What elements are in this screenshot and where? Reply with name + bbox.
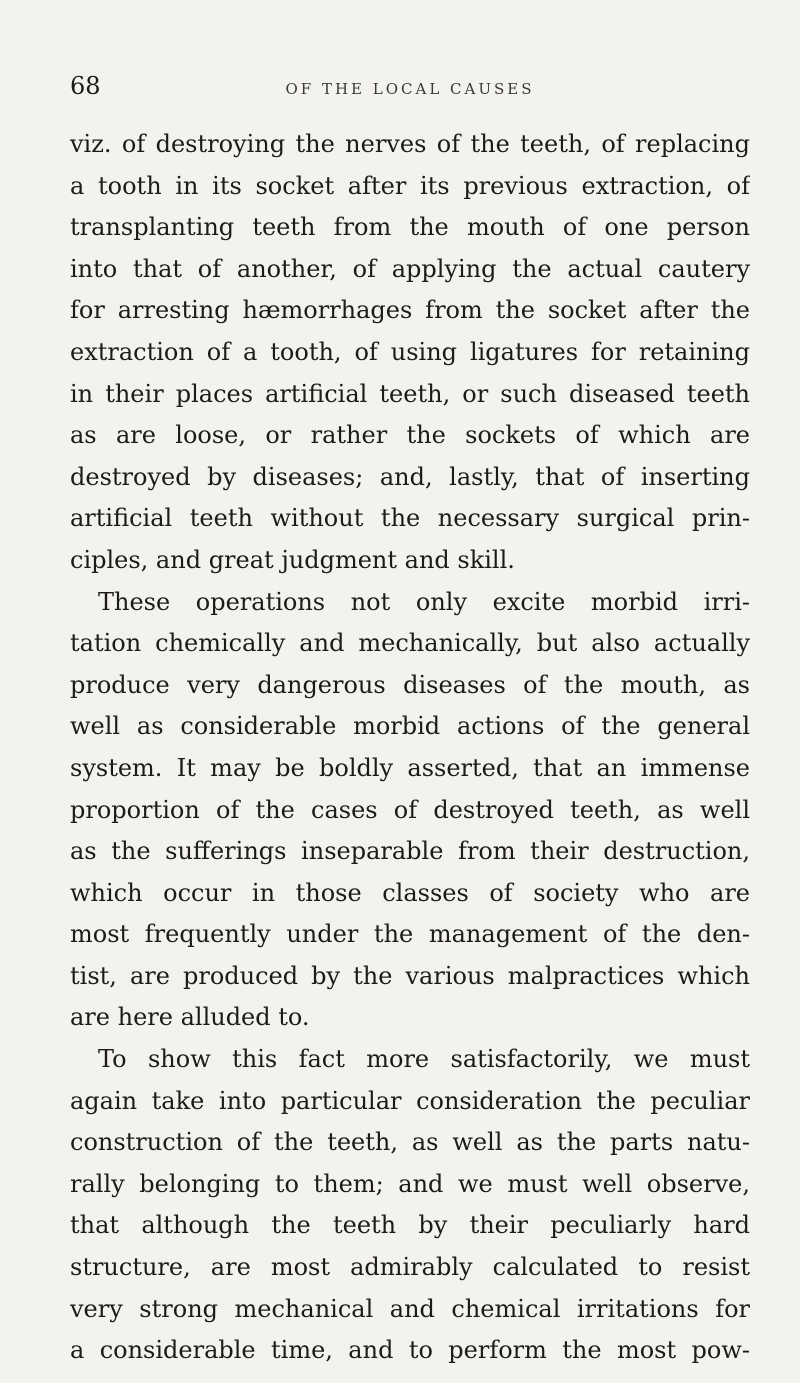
text-line: into that of another, of applying the actual cautery [70,254,750,283]
text-line: To show this fact more satisfactorily, we must [98,1045,750,1074]
text-line: again take into particular consideration the peculiar [70,1086,750,1115]
body-text [70,124,750,1372]
text-line: for arresting hæmorrhages from the socket after the [70,296,750,325]
text-line: artificial teeth without the necessary surgical prin- [70,504,750,533]
text-line: ciples, and great judgment and skill. [70,545,515,574]
text-line: very strong mechanical and chemical irritations for [70,1294,750,1323]
text-line: as are loose, or rather the sockets of which are [70,421,750,450]
text-line: rally belonging to them; and we must well observe, [70,1169,750,1198]
text-line: are here alluded to. [70,1003,310,1032]
running-head [70,70,750,110]
text-line: a tooth in its socket after its previous extraction, of [70,171,750,200]
text-line: viz. of destroying the nerves of the teeth, of replacing [70,130,750,158]
text-line: extraction of a tooth, of using ligatures for retaining [70,337,750,366]
text-line: These operations not only excite morbid irri- [98,587,750,616]
text-line: which occur in those classes of society who are [70,878,750,907]
text-line: tation chemically and mechanically, but also actually [70,629,750,658]
text-line: in their places artificial teeth, or such diseased teeth [70,379,750,408]
page-number: 68 [70,72,101,100]
text-line: system. It may be boldly asserted, that an immense [70,753,750,782]
running-title: OF THE LOCAL CAUSES [285,80,535,98]
text-line: destroyed by diseases; and, lastly, that of inserting [70,462,750,491]
text-line: most frequently under the management of the den- [70,920,750,949]
text-line: structure, are most admirably calculated to resist [70,1253,750,1282]
text-line: as the sufferings inseparable from their destruction, [70,837,750,866]
text-line: produce very dangerous diseases of the mouth, as [70,670,750,699]
text-line: proportion of the cases of destroyed teeth, as well [70,795,750,824]
text-line: that although the teeth by their peculiarly hard [70,1211,750,1240]
text-line: well as considerable morbid actions of the general [70,712,750,741]
text-line: tist, are produced by the various malpractices which [70,961,750,990]
text-line: a considerable time, and to perform the most pow- [70,1336,750,1365]
text-line: construction of the teeth, as well as the parts natu- [70,1128,750,1157]
text-line: transplanting teeth from the mouth of one person [70,213,750,242]
